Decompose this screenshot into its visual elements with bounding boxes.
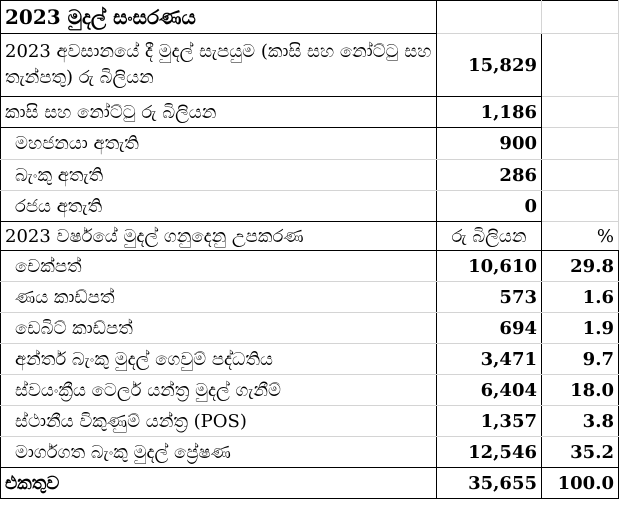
instrument-percent: 1.6 [542,282,619,313]
government-label: රජය අතැති [1,191,437,222]
public-label: මහජනයා අතැති [1,128,437,160]
empty-cell [542,1,619,34]
instrument-percent: 1.9 [542,313,619,344]
money-supply-row [1,34,619,97]
money-supply-value: 15,829 [437,34,542,97]
instrument-row [1,313,619,344]
table-title: 2023 මුදල් සංසරණය [1,1,437,34]
instrument-row [1,437,619,468]
banks-row [1,160,619,191]
total-label: එකතුව [1,468,437,499]
instruments-header-label: 2023 වර්ෂයේ මුදල් ගනුදෙනු උපකරණ [1,222,437,251]
money-supply-label: 2023 අවසානයේ දී මුදල් සැපයුම (කාසි සහ නෝට්ටු සහ තැන්පතු) රු බිලියන [1,34,437,97]
title-row [1,1,619,34]
instrument-label: චෙක්පත් [1,251,437,282]
banks-label: බැංකු අතැති [1,160,437,191]
instrument-value: 6,404 [437,375,542,406]
currency-value: 1,186 [437,97,542,128]
instrument-row [1,344,619,375]
instruments-header-row [1,222,619,251]
total-row [1,468,619,499]
percent-header: % [542,222,619,251]
empty-cell [542,34,619,97]
instrument-label: අන්තර් බැංකු මුදල් ගෙවුම් පද්ධතිය [1,344,437,375]
government-value: 0 [437,191,542,222]
banks-value: 286 [437,160,542,191]
instrument-label: ස්වයංක්‍රීය ටෙලර් යන්ත්‍ර මුදල් ගැනීම් [1,375,437,406]
instrument-row [1,282,619,313]
instrument-value: 694 [437,313,542,344]
instrument-percent: 18.0 [542,375,619,406]
instrument-value: 10,610 [437,251,542,282]
instrument-label: මාර්ගගත බැංකු මුදල් ප්‍රේෂණ [1,437,437,468]
instrument-label: ස්ථානීය විකුණුම් යන්ත්‍ර (POS) [1,406,437,437]
total-percent: 100.0 [542,468,619,499]
total-value: 35,655 [437,468,542,499]
instrument-value: 12,546 [437,437,542,468]
instrument-row [1,406,619,437]
instrument-label: ණය කාඩ්පත් [1,282,437,313]
instrument-percent: 3.8 [542,406,619,437]
empty-cell [437,1,542,34]
instrument-value: 573 [437,282,542,313]
instrument-percent: 9.7 [542,344,619,375]
government-row [1,191,619,222]
instrument-value: 3,471 [437,344,542,375]
currency-row [1,97,619,128]
instrument-label: ඩෙබිට් කාඩ්පත් [1,313,437,344]
instrument-row [1,251,619,282]
empty-cell [542,97,619,128]
unit-header: රු බිලියන [437,222,542,251]
instrument-percent: 35.2 [542,437,619,468]
empty-cell [542,191,619,222]
public-value: 900 [437,128,542,160]
currency-label: කාසි සහ නෝට්ටු රු බිලියන [1,97,437,128]
empty-cell [542,128,619,160]
instrument-row [1,375,619,406]
empty-cell [542,160,619,191]
instrument-value: 1,357 [437,406,542,437]
instrument-percent: 29.8 [542,251,619,282]
public-row [1,128,619,160]
